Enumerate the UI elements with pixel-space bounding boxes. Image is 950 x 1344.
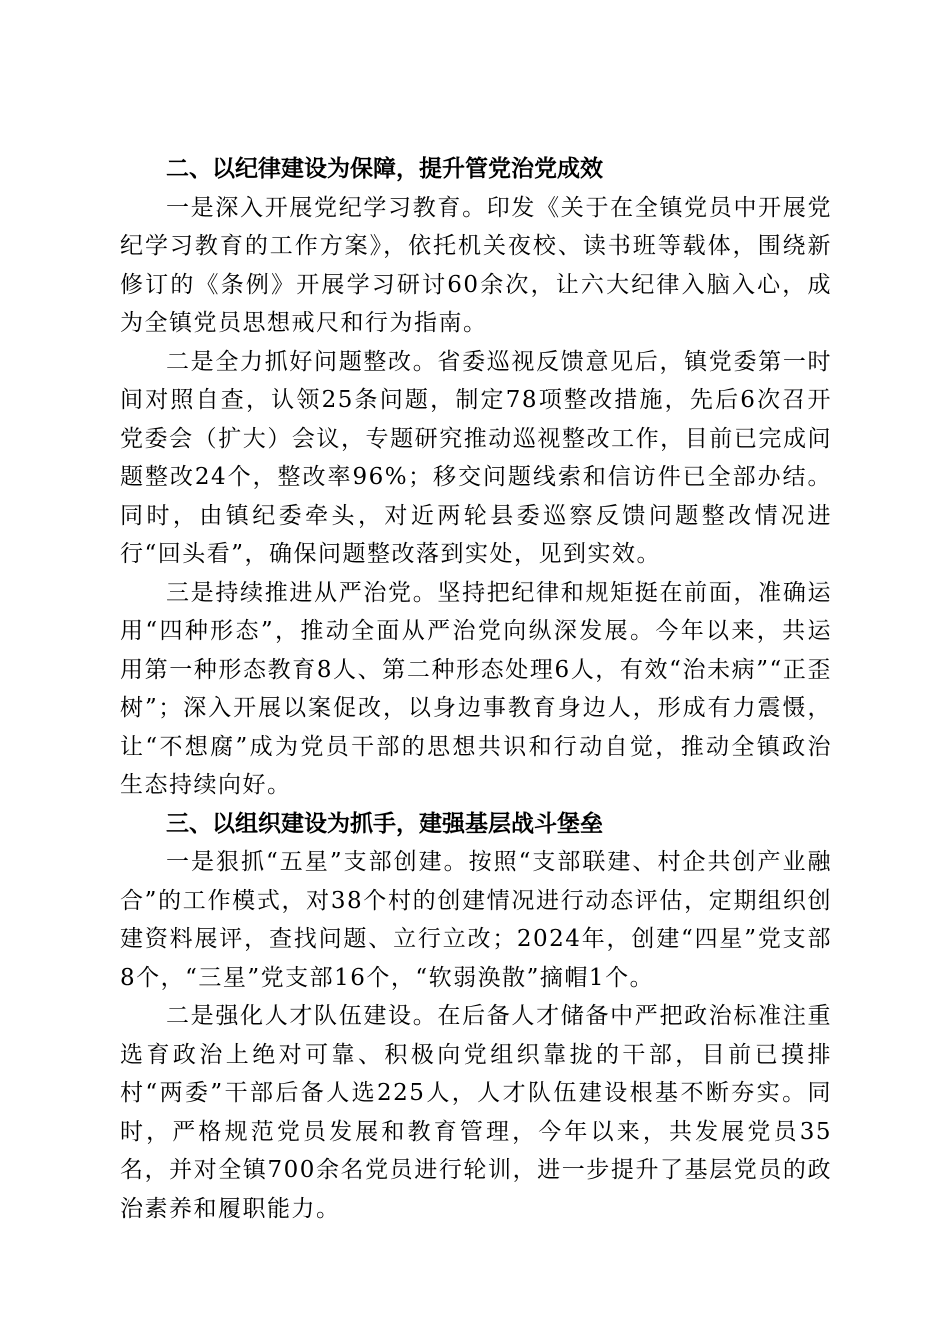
paragraph-party-discipline-education: 一是深入开展党纪学习教育。印发《关于在全镇党员中开展党纪学习教育的工作方案》，依托机关夜校、读书班等载体，围绕新修订的《条例》开展学习研讨60余次，让六大纪律入脑入心，成为全镇党员思想戒尺和行为指南。 xyxy=(120,194,832,336)
document-page xyxy=(120,150,832,1228)
paragraph-talent-team: 二是强化人才队伍建设。在后备人才储备中严把政治标准注重选育政治上绝对可靠、积极向党组织靠拢的干部，目前已摸排村“两委”干部后备人选225人，人才队伍建设根基不断夯实。同时，严格规范党员发展和教育管理，今年以来，共发展党员35名，并对全镇700余名党员进行轮训，进一步提升了基层党员的政治素养和履职能力。 xyxy=(120,1003,832,1222)
section-heading-organization: 三、以组织建设为抓手，建强基层战斗堡垒 xyxy=(166,810,603,837)
section-heading-discipline: 二、以纪律建设为保障，提升管党治党成效 xyxy=(166,156,603,182)
paragraph-problem-rectification: 二是全力抓好问题整改。省委巡视反馈意见后，镇党委第一时间对照自查，认领25条问题，制定78项整改措施，先后6次召开党委会（扩大）会议，专题研究推动巡视整改工作，目前已完成问题整改24个，整改率96%；移交问题线索和信访件已全部办结。同时，由镇纪委牵头，对近两轮县委巡察反馈问题整改情况进行“回头看”，确保问题整改落到实处，见到实效。 xyxy=(120,348,832,567)
paragraph-strict-governance: 三是持续推进从严治党。坚持把纪律和规矩挺在前面，准确运用“四种形态”，推动全面从严治党向纵深发展。今年以来，共运用第一种形态教育8人、第二种形态处理6人，有效“治未病”“正歪树”；深入开展以案促改，以身边事教育身边人，形成有力震慑，让“不想腐”成为党员干部的思想共识和行动自觉，推动全镇政治生态持续向好。 xyxy=(120,579,832,798)
paragraph-five-star-branch: 一是狠抓“五星”支部创建。按照“支部联建、村企共创产业融合”的工作模式，对38个村的创建情况进行动态评估，定期组织创建资料展评，查找问题、立行立改；2024年，创建“四星”党支部8个，“三星”党支部16个，“软弱涣散”摘帽1个。 xyxy=(120,849,832,991)
